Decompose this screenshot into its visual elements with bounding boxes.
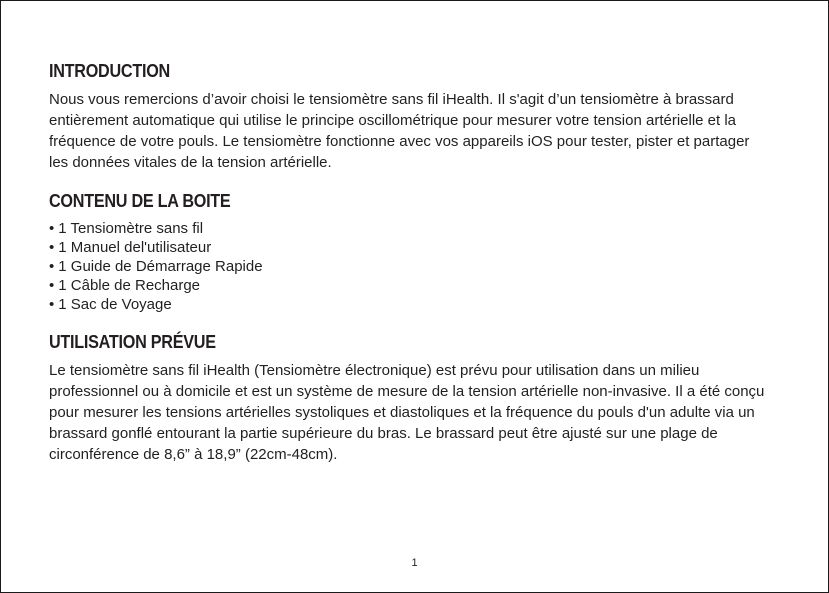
section-spacer	[49, 314, 769, 330]
page-number: 1	[411, 557, 418, 569]
list-item-text: 1 Guide de Démarrage Rapide	[58, 258, 263, 275]
bullet: •	[49, 239, 55, 256]
intended-use-heading: UTILISATION PRÉVUE	[49, 332, 216, 352]
bullet: •	[49, 258, 55, 275]
box-contents-list	[49, 219, 769, 314]
list-item	[49, 238, 769, 257]
list-item	[49, 219, 769, 238]
intended-use-paragraph: Le tensiomètre sans fil iHealth (Tensiomètre électronique) est prévu pour utilisation dans un milieu professionnel ou à domicile et est un système de mesure de la tension artérielle non-invasive. Il a été conçu pour mesurer les tensions artérielles systoliques et diastoliques et la fréquence du pouls d'un adulte via un brassard gonflé entourant la partie supérieure du bras. Le brassard peut être ajusté sur une plage de circonférence de 8,6” à 18,9” (22cm-48cm).	[49, 362, 765, 463]
bullet: •	[49, 296, 55, 313]
bullet: •	[49, 220, 55, 237]
box-contents-heading: CONTENU DE LA BOITE	[49, 191, 231, 211]
page-content	[49, 59, 769, 465]
list-item-text: 1 Manuel del'utilisateur	[58, 239, 212, 256]
introduction-heading: INTRODUCTION	[49, 61, 170, 81]
list-item	[49, 257, 769, 276]
introduction-paragraph: Nous vous remercions d’avoir choisi le tensiomètre sans fil iHealth. Il s'agit d’un tensiomètre à brassard entièrement automatique qui utilise le principe oscillométrique pour mesurer votre tension artérielle et la fréquence de votre pouls. Le tensiomètre fonctionne avec vos appareils iOS pour tester, pister et partager les données vitales de la tension artérielle.	[49, 91, 750, 171]
list-item	[49, 295, 769, 314]
list-item	[49, 276, 769, 295]
list-item-text: 1 Tensiomètre sans fil	[58, 220, 204, 237]
bullet: •	[49, 277, 55, 294]
list-item-text: 1 Sac de Voyage	[58, 296, 172, 313]
list-item-text: 1 Câble de Recharge	[58, 277, 201, 294]
section-spacer	[49, 173, 769, 189]
